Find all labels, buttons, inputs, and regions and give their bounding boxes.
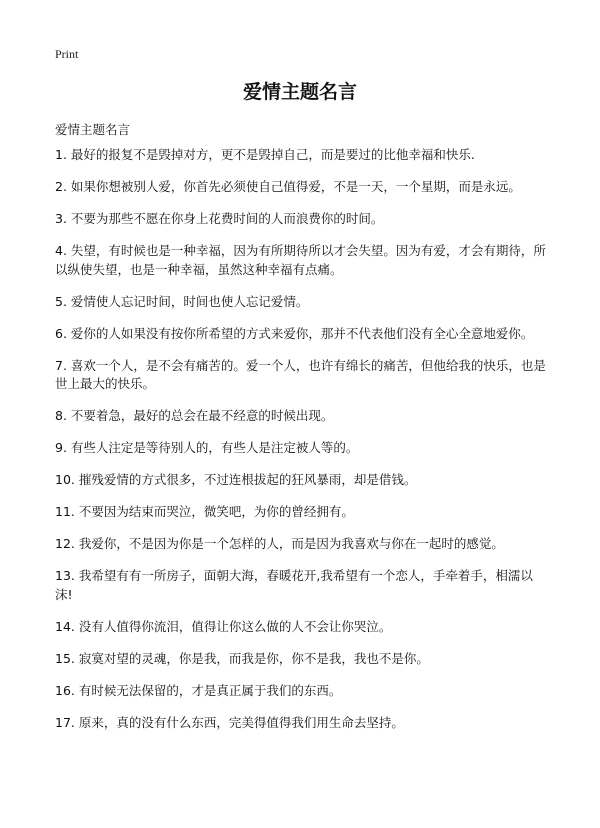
quote-text: 不要着急，最好的总会在最不经意的时候出现。 (70, 408, 334, 423)
quote-item-12 (55, 535, 547, 554)
quote-number: 4. (55, 243, 67, 258)
page-title: 爱情主题名言 (242, 81, 357, 103)
quote-number: 14. (55, 618, 75, 634)
quote-number: 15. (55, 650, 75, 666)
quote-item-2 (55, 178, 547, 197)
quote-item-13 (55, 567, 547, 604)
quote-text: 如果你想被别人爱，你首先必须使自己值得爱，不是一天，一个星期，而是永远。 (70, 179, 521, 194)
quote-item-15 (55, 650, 547, 669)
quote-number: 8. (55, 408, 67, 423)
quote-number: 2. (55, 179, 67, 194)
quote-text: 有些人注定是等待别人的，有些人是注定被人等的。 (70, 440, 359, 455)
quote-number: 9. (55, 440, 67, 455)
quote-text: 有时候无法保留的，才是真正属于我们的东西。 (78, 682, 342, 698)
quote-list (55, 146, 547, 746)
quote-text: 寂寞对望的灵魂，你是我，而我是你，你不是我，我也不是你。 (78, 650, 429, 666)
quote-number: 6. (55, 325, 67, 341)
quote-item-5 (55, 293, 547, 312)
quote-item-11 (55, 503, 547, 522)
quote-item-4 (55, 242, 547, 279)
document-subtitle: 爱情主题名言 (55, 122, 131, 137)
quote-item-3 (55, 210, 547, 229)
quote-text: 爱你的人如果没有按你所希望的方式来爱你，那并不代表他们没有全心全意地爱你。 (70, 325, 534, 341)
quote-number: 17. (55, 714, 75, 730)
quote-item-14 (55, 618, 547, 637)
quote-item-8 (55, 407, 547, 426)
quote-number: 3. (55, 211, 67, 226)
quote-number: 16. (55, 682, 75, 698)
quote-number: 5. (55, 293, 67, 309)
quote-item-1 (55, 146, 547, 165)
quote-text: 失望，有时候也是一种幸福，因为有所期待所以才会失望。因为有爱，才会有期待，所以纵使失望，也是一种幸福，虽然这种幸福有点痛。 (55, 243, 546, 277)
quote-number: 13. (55, 568, 75, 583)
quote-number: 7. (55, 357, 67, 373)
quote-item-6 (55, 325, 547, 344)
quote-text: 不要为那些不愿在你身上花费时间的人而浪费你的时间。 (70, 211, 384, 226)
quote-number: 12. (55, 536, 75, 551)
quote-text: 我爱你，不是因为你是一个怎样的人，而是因为我喜欢与你在一起时的感觉。 (78, 536, 504, 551)
quote-text: 摧残爱情的方式很多，不过连根拔起的狂风暴雨，却是借钱。 (78, 472, 417, 487)
quote-text: 我希望有有一所房子，面朝大海，春暖花开,我希望有一个恋人，手牵着手，相濡以沫! (55, 568, 533, 602)
quote-text: 原来，真的没有什么东西，完美得值得我们用生命去坚持。 (78, 714, 404, 730)
quote-number: 1. (55, 147, 67, 162)
quote-item-16 (55, 682, 547, 701)
quote-text: 最好的报复不是毁掉对方，更不是毁掉自己，而是要过的比他幸福和快乐. (70, 147, 475, 162)
quote-text: 喜欢一个人，是不会有痛苦的。爱一个人，也许有绵长的痛苦，但他给我的快乐，也是世上最大的快乐。 (55, 357, 546, 391)
quote-text: 不要因为结束而哭泣，微笑吧，为你的曾经拥有。 (78, 504, 354, 519)
print-link[interactable]: Print (55, 47, 79, 61)
quote-item-17 (55, 714, 547, 733)
quote-item-7 (55, 357, 547, 394)
quote-text: 没有人值得你流泪，值得让你这么做的人不会让你哭泣。 (78, 618, 392, 634)
quote-text: 爱情使人忘记时间，时间也使人忘记爱情。 (70, 293, 309, 309)
quote-item-9 (55, 439, 547, 458)
quote-number: 11. (55, 504, 75, 519)
quote-number: 10. (55, 472, 75, 487)
quote-item-10 (55, 471, 547, 490)
